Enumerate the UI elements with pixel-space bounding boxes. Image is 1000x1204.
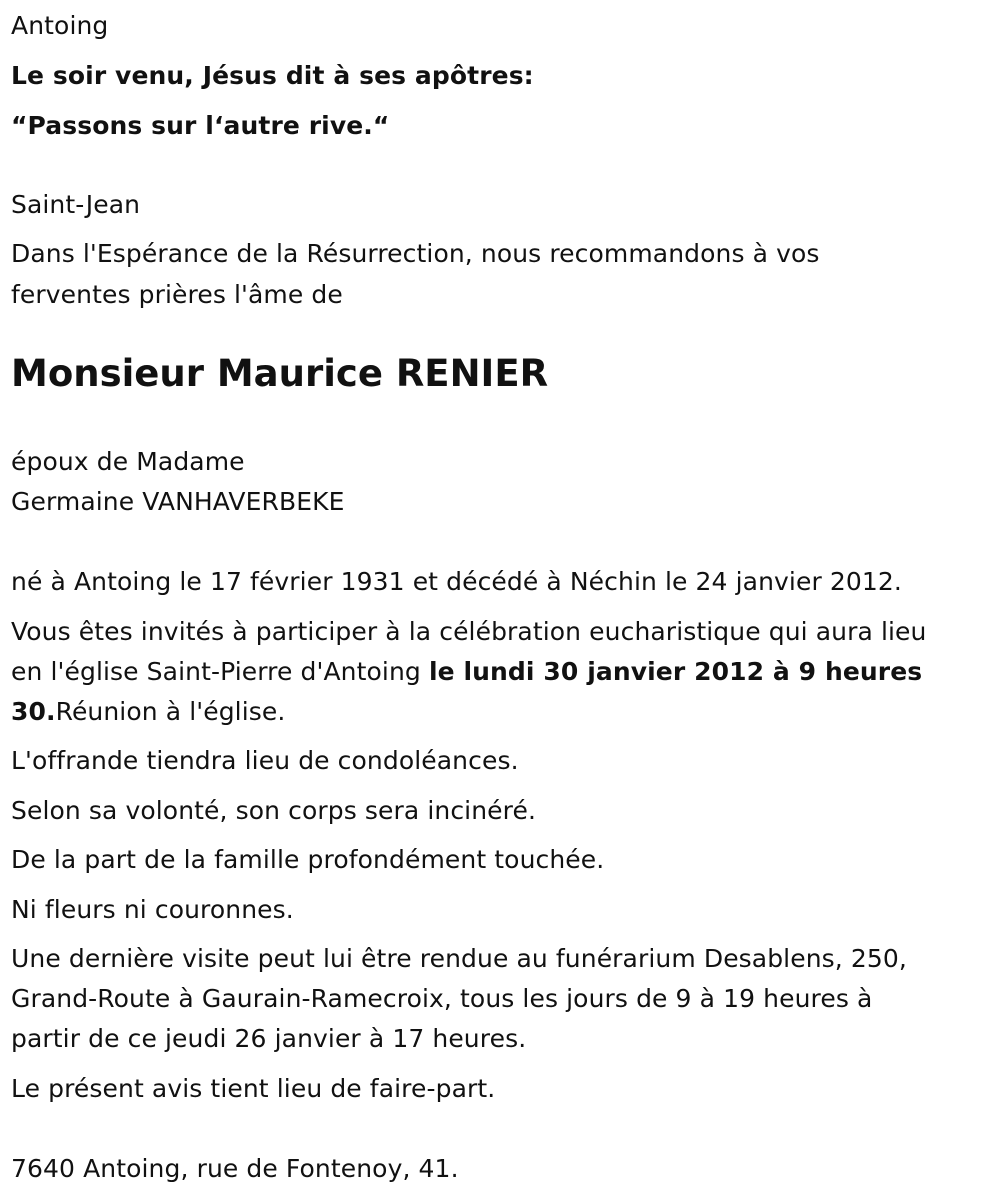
ceremony-time-end: 30. [11,697,56,726]
visit-line-1: Une dernière visite peut lui être rendue au funérarium Desablens, 250, [11,944,907,973]
ceremony-location: en l'église Saint-Pierre d'Antoing [11,657,429,686]
quote-line-1: Le soir venu, Jésus dit à ses apôtres: [11,61,534,90]
quote-line-2: “Passons sur l‘autre rive.“ [11,111,390,140]
family-note: De la part de la famille profondément touchée. [11,845,605,874]
visit-line-2: Grand-Route à Gaurain-Ramecroix, tous les jours de 9 à 19 heures à [11,984,873,1013]
visit-line-3: partir de ce jeudi 26 janvier à 17 heures. [11,1024,527,1053]
city-heading: Antoing [11,11,109,40]
ceremony-line-2 [11,657,922,687]
quote-source: Saint-Jean [11,190,141,219]
intro-line-2: ferventes prières l'âme de [11,280,343,309]
spouse-line-1: époux de Madame [11,447,245,476]
deceased-name: Monsieur Maurice RENIER [11,352,549,395]
ceremony-line-3 [11,697,285,727]
flowers-note: Ni fleurs ni couronnes. [11,895,294,924]
ceremony-line-1: Vous êtes invités à participer à la célébration eucharistique qui aura lieu [11,617,927,646]
intro-line-1: Dans l'Espérance de la Résurrection, nous recommandons à vos [11,239,820,268]
notice-statement: Le présent avis tient lieu de faire-part. [11,1074,496,1103]
cremation-note: Selon sa volonté, son corps sera incinéré. [11,796,537,825]
ceremony-date-time: le lundi 30 janvier 2012 à 9 heures [428,657,923,686]
address-line: 7640 Antoing, rue de Fontenoy, 41. [11,1154,459,1183]
offering-note: L'offrande tiendra lieu de condoléances. [11,746,519,775]
spouse-line-2: Germaine VANHAVERBEKE [11,487,345,516]
birth-death-line: né à Antoing le 17 février 1931 et décédé à Néchin le 24 janvier 2012. [11,567,902,596]
ceremony-meeting: Réunion à l'église. [55,697,286,726]
